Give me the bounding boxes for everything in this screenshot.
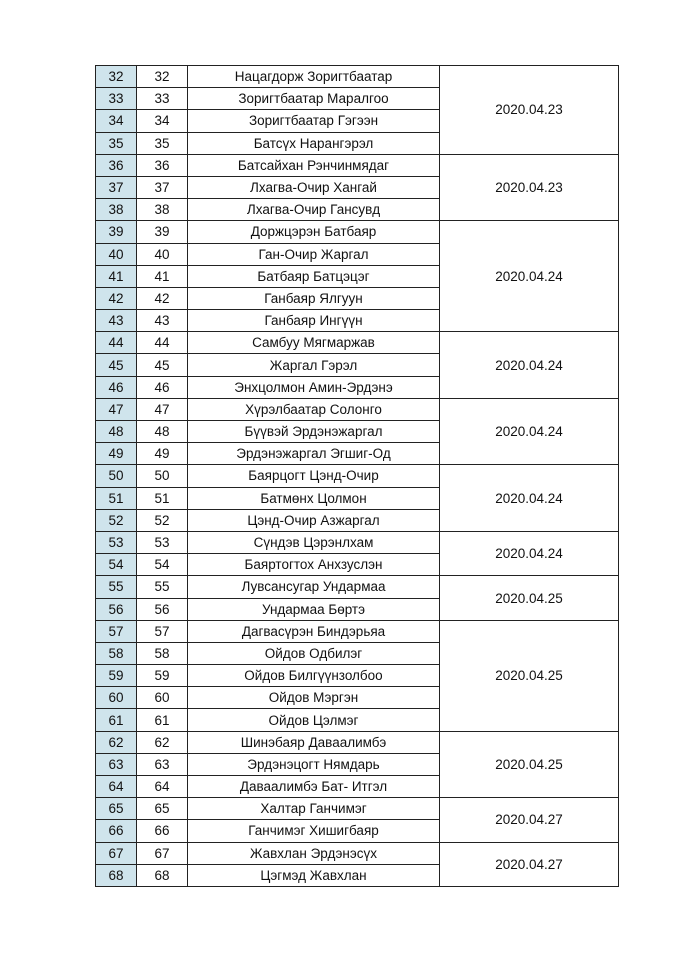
row-id-cell: 39	[137, 221, 188, 243]
row-id-cell: 48	[137, 421, 188, 443]
date-cell: 2020.04.23	[440, 154, 619, 221]
row-number-cell: 35	[96, 132, 137, 154]
row-id-cell: 65	[137, 798, 188, 820]
row-number-cell: 52	[96, 509, 137, 531]
full-name-cell: Жаргал Гэрэл	[188, 354, 440, 376]
table-row	[96, 66, 619, 88]
row-number-cell: 63	[96, 753, 137, 775]
row-number-cell: 46	[96, 376, 137, 398]
row-id-cell: 55	[137, 576, 188, 598]
table-row	[96, 398, 619, 420]
row-id-cell: 68	[137, 864, 188, 886]
row-id-cell: 42	[137, 287, 188, 309]
row-number-cell: 47	[96, 398, 137, 420]
full-name-cell: Ойдов Мэргэн	[188, 687, 440, 709]
row-number-cell: 64	[96, 776, 137, 798]
table-body	[96, 66, 619, 887]
row-number-cell: 60	[96, 687, 137, 709]
row-id-cell: 37	[137, 176, 188, 198]
row-number-cell: 34	[96, 110, 137, 132]
table-row	[96, 465, 619, 487]
table-row	[96, 576, 619, 598]
full-name-cell: Батбаяр Батцэцэг	[188, 265, 440, 287]
table-row	[96, 332, 619, 354]
full-name-cell: Халтар Ганчимэг	[188, 798, 440, 820]
full-name-cell: Ойдов Билгүүнзолбоо	[188, 665, 440, 687]
row-id-cell: 34	[137, 110, 188, 132]
row-id-cell: 41	[137, 265, 188, 287]
row-id-cell: 36	[137, 154, 188, 176]
row-id-cell: 52	[137, 509, 188, 531]
registration-table	[95, 65, 619, 887]
full-name-cell: Дагвасүрэн Биндэрьяа	[188, 620, 440, 642]
row-id-cell: 43	[137, 310, 188, 332]
table-row	[96, 531, 619, 553]
row-number-cell: 48	[96, 421, 137, 443]
table-row	[96, 221, 619, 243]
date-cell: 2020.04.25	[440, 731, 619, 798]
row-number-cell: 32	[96, 66, 137, 88]
row-id-cell: 33	[137, 88, 188, 110]
full-name-cell: Ойдов Одбилэг	[188, 642, 440, 664]
date-cell: 2020.04.27	[440, 842, 619, 886]
row-id-cell: 50	[137, 465, 188, 487]
row-number-cell: 43	[96, 310, 137, 332]
row-number-cell: 59	[96, 665, 137, 687]
full-name-cell: Лхагва-Очир Хангай	[188, 176, 440, 198]
row-id-cell: 51	[137, 487, 188, 509]
full-name-cell: Батсайхан Рэнчинмядаг	[188, 154, 440, 176]
row-number-cell: 54	[96, 554, 137, 576]
row-id-cell: 66	[137, 820, 188, 842]
full-name-cell: Батмөнх Цолмон	[188, 487, 440, 509]
date-cell: 2020.04.24	[440, 465, 619, 532]
row-number-cell: 68	[96, 864, 137, 886]
full-name-cell: Шинэбаяр Даваалимбэ	[188, 731, 440, 753]
row-id-cell: 57	[137, 620, 188, 642]
full-name-cell: Хүрэлбаатар Солонго	[188, 398, 440, 420]
row-id-cell: 53	[137, 531, 188, 553]
date-cell: 2020.04.24	[440, 398, 619, 465]
row-number-cell: 67	[96, 842, 137, 864]
full-name-cell: Лхагва-Очир Гансувд	[188, 199, 440, 221]
table-row	[96, 842, 619, 864]
row-id-cell: 44	[137, 332, 188, 354]
full-name-cell: Баярцогт Цэнд-Очир	[188, 465, 440, 487]
full-name-cell: Зоригтбаатар Маралгоо	[188, 88, 440, 110]
row-id-cell: 62	[137, 731, 188, 753]
full-name-cell: Цэнд-Очир Азжаргал	[188, 509, 440, 531]
full-name-cell: Ганбаяр Ингүүн	[188, 310, 440, 332]
row-id-cell: 58	[137, 642, 188, 664]
full-name-cell: Эрдэнэцогт Нямдарь	[188, 753, 440, 775]
full-name-cell: Ундармаа Бөртэ	[188, 598, 440, 620]
row-id-cell: 38	[137, 199, 188, 221]
row-id-cell: 35	[137, 132, 188, 154]
row-number-cell: 44	[96, 332, 137, 354]
full-name-cell: Доржцэрэн Батбаяр	[188, 221, 440, 243]
row-number-cell: 37	[96, 176, 137, 198]
date-cell: 2020.04.24	[440, 531, 619, 575]
date-cell: 2020.04.27	[440, 798, 619, 842]
full-name-cell: Жавхлан Эрдэнэсүх	[188, 842, 440, 864]
row-number-cell: 62	[96, 731, 137, 753]
row-id-cell: 63	[137, 753, 188, 775]
full-name-cell: Цэгмэд Жавхлан	[188, 864, 440, 886]
row-id-cell: 60	[137, 687, 188, 709]
row-number-cell: 53	[96, 531, 137, 553]
full-name-cell: Ганчимэг Хишигбаяр	[188, 820, 440, 842]
row-number-cell: 49	[96, 443, 137, 465]
date-cell: 2020.04.24	[440, 221, 619, 332]
full-name-cell: Ган-Очир Жаргал	[188, 243, 440, 265]
row-number-cell: 42	[96, 287, 137, 309]
row-number-cell: 61	[96, 709, 137, 731]
date-cell: 2020.04.25	[440, 576, 619, 620]
row-number-cell: 45	[96, 354, 137, 376]
full-name-cell: Даваалимбэ Бат- Итгэл	[188, 776, 440, 798]
row-number-cell: 55	[96, 576, 137, 598]
row-number-cell: 40	[96, 243, 137, 265]
table-row	[96, 620, 619, 642]
row-number-cell: 33	[96, 88, 137, 110]
row-number-cell: 58	[96, 642, 137, 664]
row-id-cell: 40	[137, 243, 188, 265]
date-cell: 2020.04.25	[440, 620, 619, 731]
row-id-cell: 49	[137, 443, 188, 465]
full-name-cell: Батсүх Нарангэрэл	[188, 132, 440, 154]
full-name-cell: Лувсансугар Ундармаа	[188, 576, 440, 598]
date-cell: 2020.04.23	[440, 66, 619, 155]
row-id-cell: 45	[137, 354, 188, 376]
full-name-cell: Сүндэв Цэрэнлхам	[188, 531, 440, 553]
row-id-cell: 47	[137, 398, 188, 420]
row-number-cell: 51	[96, 487, 137, 509]
full-name-cell: Эрдэнэжаргал Эгшиг-Од	[188, 443, 440, 465]
full-name-cell: Энхцолмон Амин-Эрдэнэ	[188, 376, 440, 398]
row-number-cell: 39	[96, 221, 137, 243]
full-name-cell: Ойдов Цэлмэг	[188, 709, 440, 731]
row-number-cell: 36	[96, 154, 137, 176]
row-id-cell: 56	[137, 598, 188, 620]
full-name-cell: Нацагдорж Зоригтбаатар	[188, 66, 440, 88]
row-id-cell: 46	[137, 376, 188, 398]
row-number-cell: 56	[96, 598, 137, 620]
row-id-cell: 54	[137, 554, 188, 576]
row-number-cell: 41	[96, 265, 137, 287]
row-number-cell: 66	[96, 820, 137, 842]
row-id-cell: 64	[137, 776, 188, 798]
full-name-cell: Ганбаяр Ялгуун	[188, 287, 440, 309]
row-number-cell: 65	[96, 798, 137, 820]
row-number-cell: 50	[96, 465, 137, 487]
full-name-cell: Баяртогтох Анхзуслэн	[188, 554, 440, 576]
full-name-cell: Зоригтбаатар Гэгээн	[188, 110, 440, 132]
table-row	[96, 731, 619, 753]
date-cell: 2020.04.24	[440, 332, 619, 399]
row-id-cell: 32	[137, 66, 188, 88]
row-number-cell: 57	[96, 620, 137, 642]
full-name-cell: Бүүвэй Эрдэнэжаргал	[188, 421, 440, 443]
row-id-cell: 67	[137, 842, 188, 864]
table-row	[96, 154, 619, 176]
row-id-cell: 61	[137, 709, 188, 731]
row-number-cell: 38	[96, 199, 137, 221]
table-row	[96, 798, 619, 820]
row-id-cell: 59	[137, 665, 188, 687]
full-name-cell: Самбуу Мягмаржав	[188, 332, 440, 354]
